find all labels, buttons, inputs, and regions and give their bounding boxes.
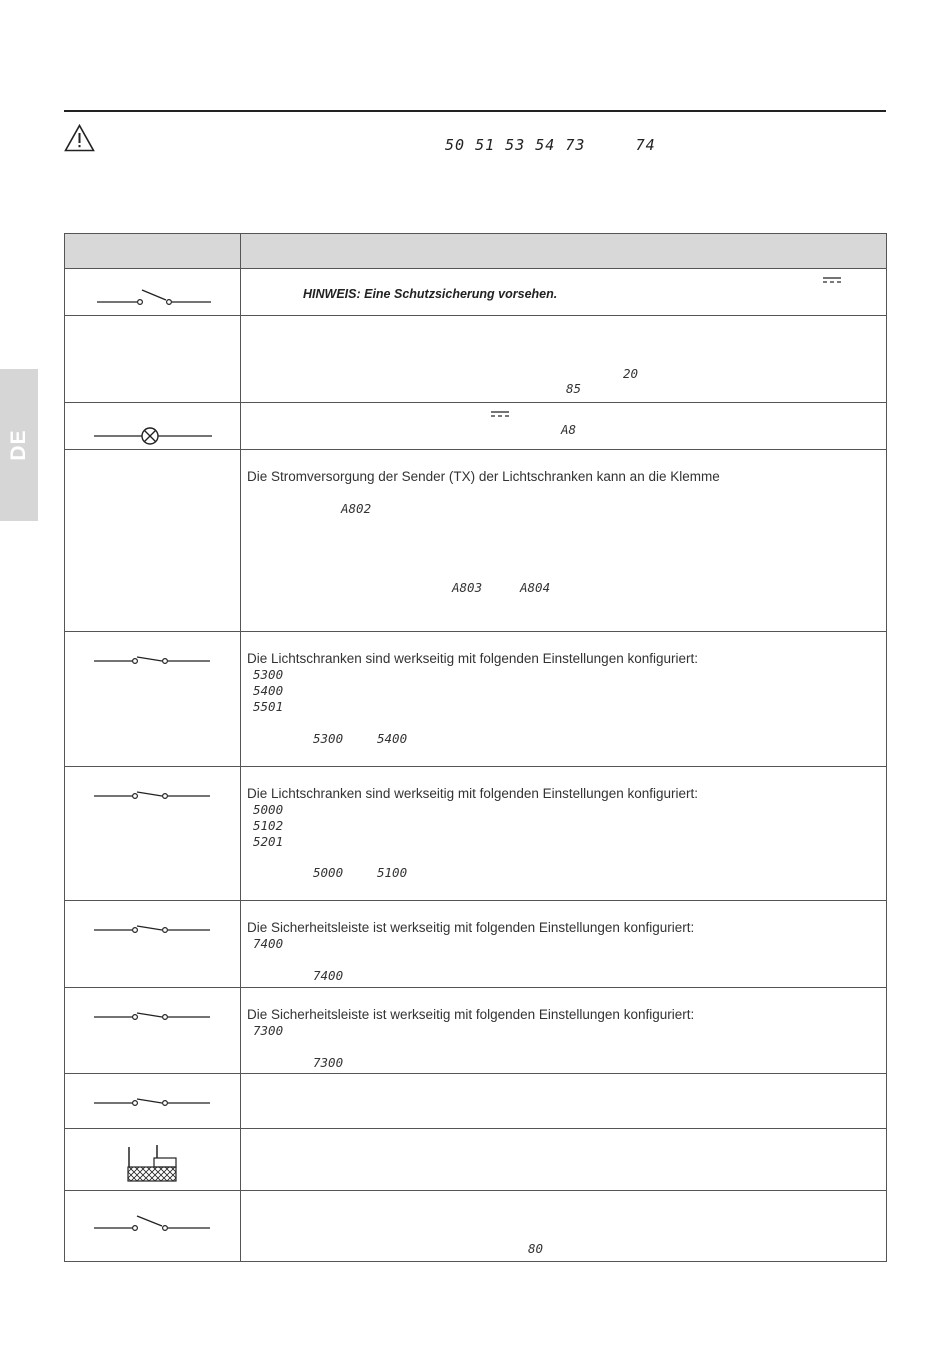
symbol-cell	[65, 632, 241, 767]
symbol-cell	[65, 316, 241, 403]
contact-icon	[92, 922, 212, 936]
param-code: 5000	[313, 865, 344, 880]
description-text: Die Sicherheitsleiste ist werkseitig mit folgenden Einstellungen konfiguriert:	[247, 1007, 695, 1022]
param-code: 5400	[253, 683, 284, 698]
param-code: A804	[520, 580, 551, 595]
table-row	[65, 403, 887, 450]
description-cell	[241, 316, 887, 403]
description-cell	[241, 988, 887, 1074]
symbol-cell	[65, 1191, 241, 1262]
description-cell	[241, 1074, 887, 1129]
table-row	[65, 1074, 887, 1129]
table-row	[65, 901, 887, 988]
symbol-cell	[65, 767, 241, 901]
param-code: A8	[561, 422, 577, 437]
description-text: Die Sicherheitsleiste ist werkseitig mit folgenden Einstellungen konfiguriert:	[247, 920, 695, 935]
param-code: 5300	[253, 667, 284, 682]
dc-symbol-icon	[823, 277, 841, 283]
table-row	[65, 316, 887, 403]
param-code: 7400	[253, 936, 284, 951]
description-text: Die Lichtschranken sind werkseitig mit folgenden Einstellungen konfiguriert:	[247, 651, 698, 666]
param-code: 7300	[253, 1023, 284, 1038]
description-text: Die Stromversorgung der Sender (TX) der Lichtschranken kann an die Klemme	[247, 469, 720, 484]
table-row	[65, 767, 887, 901]
symbol-cell	[65, 1129, 241, 1191]
description-text: Die Lichtschranken sind werkseitig mit folgenden Einstellungen konfiguriert:	[247, 786, 698, 801]
table-row	[65, 1129, 887, 1191]
warning-triangle-icon	[64, 124, 95, 152]
header-col-description	[241, 234, 887, 269]
header-rule	[64, 110, 886, 112]
contact-icon	[92, 1009, 212, 1023]
table-header-row	[65, 234, 887, 269]
table-row	[65, 988, 887, 1074]
description-cell	[241, 901, 887, 988]
param-code: 5100	[377, 865, 408, 880]
param-code: 5400	[377, 731, 408, 746]
switch-open-icon	[92, 1213, 212, 1233]
param-code: 80	[528, 1241, 544, 1256]
language-tab-label: DE	[7, 429, 30, 461]
lamp-icon	[92, 425, 214, 447]
symbol-cell	[65, 988, 241, 1074]
switch-open-icon	[92, 287, 212, 307]
contact-icon	[92, 653, 212, 667]
description-cell	[241, 767, 887, 901]
table-row	[65, 450, 887, 632]
symbol-cell	[65, 901, 241, 988]
contact-icon	[92, 1095, 212, 1109]
param-code: 7300	[313, 1055, 344, 1070]
param-code: 5102	[253, 818, 284, 833]
symbol-cell	[65, 1074, 241, 1129]
fuse-note: HINWEIS: Eine Schutzsicherung vorsehen.	[303, 287, 558, 301]
param-code: 5201	[253, 834, 284, 849]
dc-symbol-icon	[491, 411, 509, 417]
description-cell	[241, 403, 887, 450]
param-code: 85	[566, 381, 582, 396]
description-cell	[241, 1129, 887, 1191]
description-cell	[241, 450, 887, 632]
param-code: 5501	[253, 699, 284, 714]
symbol-cell	[65, 450, 241, 632]
language-tab	[0, 369, 38, 521]
symbol-cell	[65, 403, 241, 450]
param-code: A802	[341, 501, 372, 516]
symbol-cell	[65, 269, 241, 316]
description-cell	[241, 1191, 887, 1262]
param-code: A803	[452, 580, 483, 595]
description-cell	[241, 269, 887, 316]
barrier-sensor-icon	[125, 1145, 181, 1185]
table-row	[65, 1191, 887, 1262]
param-code: 7400	[313, 968, 344, 983]
description-cell	[241, 632, 887, 767]
contact-icon	[92, 788, 212, 802]
warning-codes: 50 51 53 54 73 74	[445, 136, 656, 154]
param-code: 5000	[253, 802, 284, 817]
table-row	[65, 632, 887, 767]
table-row	[65, 269, 887, 316]
param-code: 20	[623, 366, 639, 381]
param-code: 5300	[313, 731, 344, 746]
terminal-table	[64, 233, 887, 1262]
header-col-symbol	[65, 234, 241, 269]
